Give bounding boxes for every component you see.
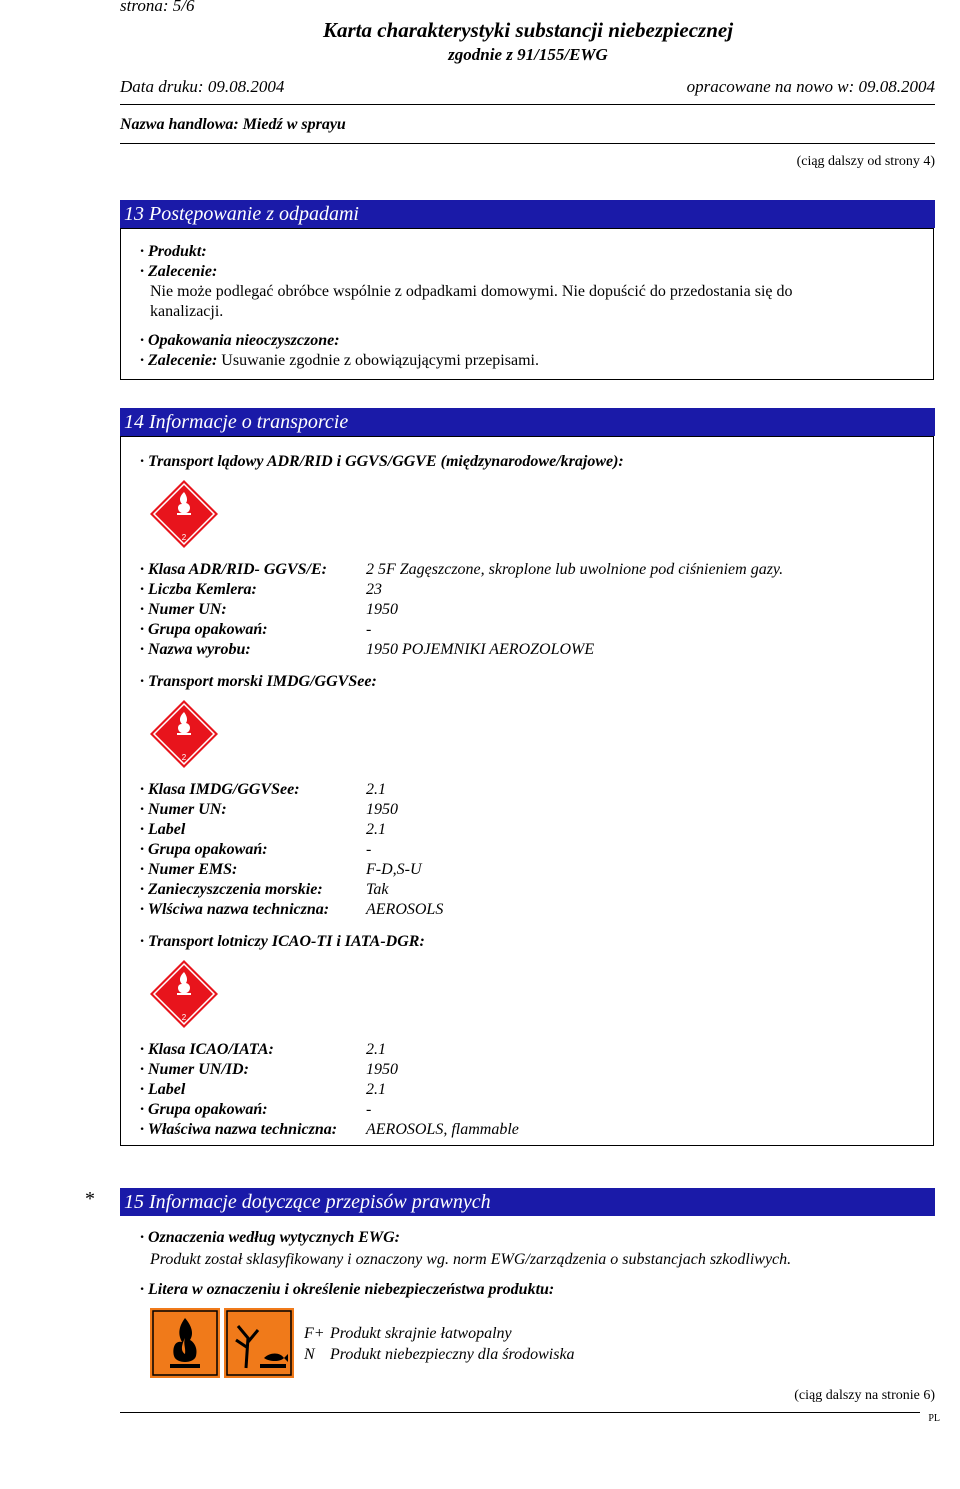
sea-row	[140, 780, 386, 800]
air-row-value: 2.1	[366, 1041, 386, 1058]
environment-icon	[224, 1308, 294, 1378]
section-15-title: 15 Informacje dotyczące przepisów prawnych	[120, 1188, 935, 1216]
section-13-title: 13 Postępowanie z odpadami	[120, 200, 935, 228]
land-row	[140, 560, 784, 580]
land-row-label: · Grupa opakowań:	[140, 621, 268, 638]
s13-zalecenie-2-label: · Zalecenie:	[140, 352, 218, 369]
s13-zalecenie-2-value: Usuwanie zgodnie z obowiązującymi przepisami.	[221, 352, 539, 369]
air-row	[140, 1100, 372, 1120]
hazard-description: Produkt niebezpieczny dla środowiska	[330, 1346, 575, 1363]
continued-from: (ciąg dalszy od strony 4)	[796, 154, 935, 169]
svg-text:2: 2	[181, 533, 187, 542]
land-row-value: 2 5F Zagęszczone, skroplone lub uwolnione pod ciśnieniem gazy.	[366, 561, 784, 578]
air-row-value: AEROSOLS, flammable	[366, 1121, 519, 1138]
sea-row-value: F-D,S-U	[366, 861, 422, 878]
sea-row-value: 2.1	[366, 821, 386, 838]
air-row-value: 1950	[366, 1061, 398, 1078]
hazard-symbol-row	[304, 1324, 512, 1344]
land-row-value: 1950	[366, 601, 398, 618]
air-row	[140, 1060, 398, 1080]
sea-row-label: · Grupa opakowań:	[140, 841, 268, 858]
land-row-value: 23	[366, 581, 382, 598]
hazard-code: F+	[304, 1325, 325, 1342]
header-divider	[120, 104, 935, 105]
s15-oznaczenia-text: Produkt został sklasyfikowany i oznaczony wg. norm EWG/zarządzenia o substancjach szkodliwych.	[150, 1251, 792, 1268]
change-marker: *	[85, 1188, 95, 1210]
section-14-title: 14 Informacje o transporcie	[120, 408, 935, 436]
print-date: Data druku: 09.08.2004	[120, 77, 285, 96]
svg-text:2: 2	[181, 753, 187, 762]
sea-row-label: · Numer EMS:	[140, 861, 238, 878]
sea-row-value: AEROSOLS	[366, 901, 444, 918]
air-row	[140, 1120, 519, 1140]
air-row-label: · Właściwa nazwa techniczna:	[140, 1121, 338, 1138]
s13-zalecenie-2	[140, 351, 539, 371]
sea-row-label: · Wlściwa nazwa techniczna:	[140, 901, 330, 918]
sea-row-label: · Numer UN:	[140, 801, 227, 818]
continued-to: (ciąg dalszy na stronie 6)	[794, 1388, 935, 1403]
sea-row-value: 1950	[366, 801, 398, 818]
document-title: Karta charakterystyki substancji niebezpiecznej	[322, 18, 734, 42]
land-row	[140, 600, 398, 620]
sea-row-value: Tak	[366, 881, 389, 898]
air-row-value: -	[366, 1101, 372, 1118]
sea-row-value: 2.1	[366, 781, 386, 798]
s13-zalecenie: · Zalecenie:	[140, 263, 218, 280]
land-row	[140, 640, 595, 660]
flammable-gas-diamond-sea-icon	[148, 698, 220, 770]
s14-sea-heading: · Transport morski IMDG/GGVSee:	[140, 673, 377, 690]
s15-oznaczenia-label: · Oznaczenia według wytycznych EWG:	[140, 1229, 400, 1246]
svg-text:2: 2	[181, 1013, 187, 1022]
s13-produkt: · Produkt:	[140, 243, 207, 260]
s13-opakowania: · Opakowania nieoczyszczone:	[140, 332, 340, 349]
air-row	[140, 1040, 386, 1060]
page-number: strona: 5/6	[120, 0, 195, 15]
document-subtitle: zgodnie z 91/155/EWG	[448, 45, 608, 64]
language-code: PL	[928, 1413, 940, 1424]
land-row	[140, 620, 372, 640]
hazard-description: Produkt skrajnie łatwopalny	[330, 1325, 512, 1342]
sea-row	[140, 900, 444, 920]
hazard-code: N	[304, 1346, 315, 1363]
flame-icon	[150, 1308, 220, 1378]
s14-land-heading: · Transport lądowy ADR/RID i GGVS/GGVE (międzynarodowe/krajowe):	[140, 453, 624, 470]
sea-row-label: · Klasa IMDG/GGVSee:	[140, 781, 300, 798]
land-row-value: -	[366, 621, 372, 638]
land-row-value: 1950 POJEMNIKI AEROZOLOWE	[366, 641, 595, 658]
land-row-label: · Klasa ADR/RID- GGVS/E:	[140, 561, 327, 578]
s13-text-2: kanalizacji.	[150, 303, 224, 320]
land-row-label: · Nazwa wyrobu:	[140, 641, 251, 658]
air-row	[140, 1080, 386, 1100]
flammable-gas-diamond-land-icon	[148, 478, 220, 550]
s15-litera-label: · Litera w oznaczeniu i określenie niebezpieczeństwa produktu:	[140, 1281, 555, 1298]
sea-row	[140, 860, 422, 880]
sea-row-value: -	[366, 841, 372, 858]
land-row-label: · Numer UN:	[140, 601, 227, 618]
air-row-label: · Grupa opakowań:	[140, 1101, 268, 1118]
sea-row-label: · Label	[140, 821, 186, 838]
sea-row	[140, 800, 398, 820]
sea-row	[140, 880, 389, 900]
sea-row	[140, 840, 372, 860]
trade-divider	[120, 143, 935, 144]
air-row-label: · Klasa ICAO/IATA:	[140, 1041, 274, 1058]
air-row-value: 2.1	[366, 1081, 386, 1098]
flammable-gas-diamond-air-icon	[148, 958, 220, 1030]
sea-row-label: · Zanieczyszczenia morskie:	[140, 881, 323, 898]
s14-air-heading: · Transport lotniczy ICAO-TI i IATA-DGR:	[140, 933, 425, 950]
trade-name: Nazwa handlowa: Miedź w sprayu	[120, 116, 346, 133]
s13-text-1: Nie może podlegać obróbce wspólnie z odpadkami domowymi. Nie dopuścić do przedostania się do	[150, 283, 793, 300]
land-row	[140, 580, 382, 600]
air-row-label: · Numer UN/ID:	[140, 1061, 249, 1078]
air-row-label: · Label	[140, 1081, 186, 1098]
hazard-symbol-row	[304, 1345, 575, 1365]
land-row-label: · Liczba Kemlera:	[140, 581, 257, 598]
revision-date: opracowane na nowo w: 09.08.2004	[686, 77, 935, 96]
footer-divider	[120, 1412, 920, 1413]
sea-row	[140, 820, 386, 840]
